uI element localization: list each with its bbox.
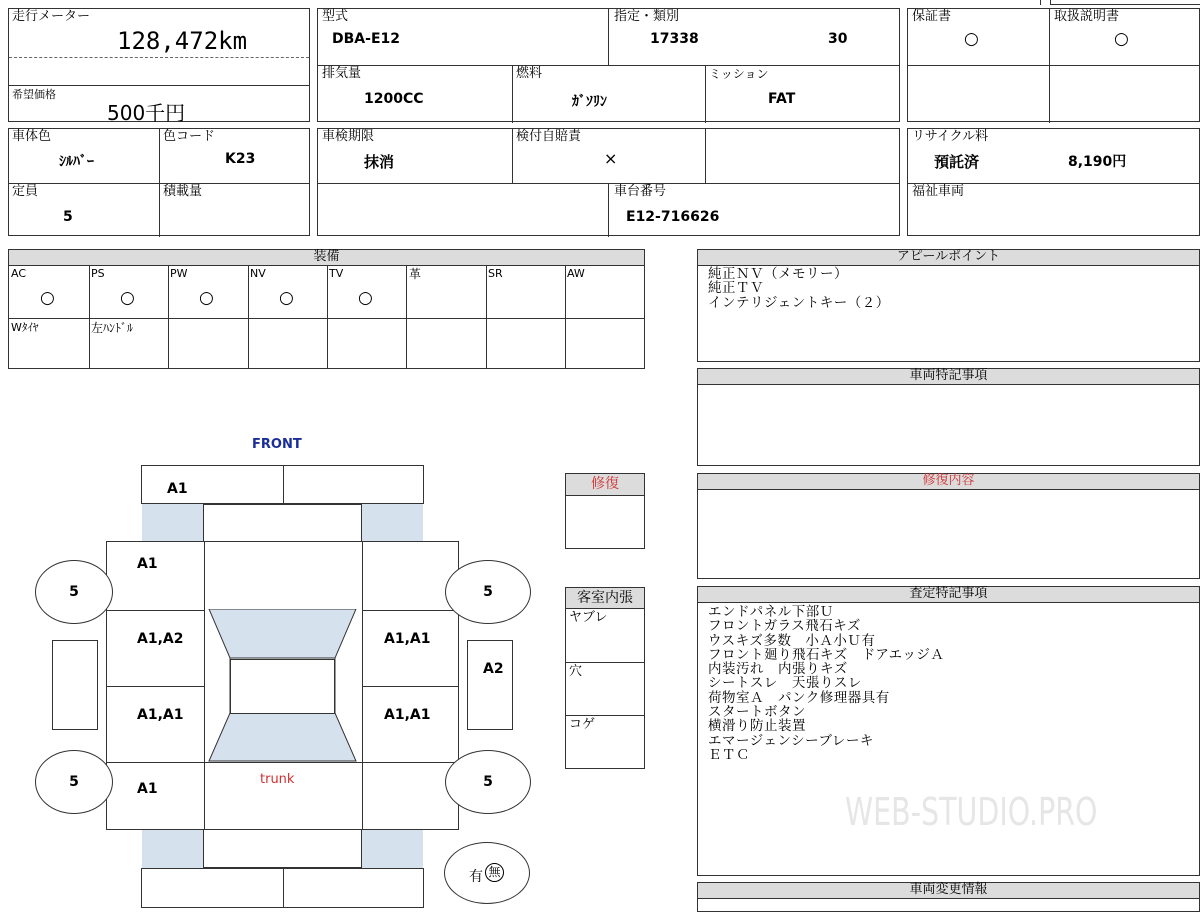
inspection-block	[317, 128, 900, 236]
warranty-block	[907, 8, 1200, 122]
insurance-label: 検付自賠責	[516, 129, 582, 144]
equip-pw-value: ○	[199, 288, 214, 308]
change-info-title: 車両変更情報	[698, 883, 1199, 899]
interior-item-tear: ヤブレ	[569, 610, 608, 625]
grade-right-rear-door: A1,A1	[384, 707, 431, 723]
load-label: 積載量	[163, 184, 203, 199]
fuel-value: ｶﾞｿﾘﾝ	[572, 94, 607, 110]
price-value: 500千円	[107, 101, 186, 125]
grade-right-front-door: A1,A1	[384, 631, 431, 647]
equip-pw-label: PW	[170, 267, 188, 280]
recycle-label: リサイクル料	[912, 129, 989, 144]
front-left-pillar-glass	[142, 504, 203, 541]
appeal-title: アピールポイント	[698, 250, 1199, 266]
equip-wtire-label: Wﾀｲﾔ	[11, 321, 39, 334]
tire-front-right: 5	[445, 560, 531, 624]
hood-panel	[203, 504, 362, 541]
front-right-pillar-glass	[362, 504, 423, 541]
interior-title: 客室内張	[566, 588, 644, 609]
equip-ps-value: ○	[120, 288, 135, 308]
appeal-panel	[697, 249, 1200, 362]
tire-front-left: 5	[35, 560, 113, 624]
odometer-label: 走行メーター	[12, 9, 91, 24]
interior-box	[565, 587, 645, 769]
rear-bumper-panel	[141, 868, 424, 908]
equip-sr-label: SR	[488, 267, 503, 280]
insurance-value: ×	[604, 149, 618, 168]
designation-value: 17338	[650, 31, 699, 47]
recycle-status: 預託済	[934, 153, 980, 171]
color-label: 車体色	[12, 129, 52, 144]
rear-panel	[203, 830, 362, 868]
equip-leather-label: 革	[409, 267, 422, 281]
designation-label: 指定・類別	[614, 9, 680, 24]
special-notes-title: 車両特記事項	[698, 369, 1199, 385]
assessment-title: 査定特記事項	[698, 587, 1199, 603]
recycle-amount: 8,190円	[1068, 154, 1127, 170]
tire-rear-left: 5	[35, 750, 113, 814]
equip-ac-value: ○	[40, 288, 55, 308]
grade-front-bumper: A1	[167, 481, 188, 497]
equip-tv-value: ○	[358, 288, 373, 308]
model-label: 型式	[322, 9, 349, 24]
recycle-block	[907, 128, 1200, 236]
roof-panel	[230, 659, 335, 714]
grade-left-quarter: A1	[137, 781, 158, 797]
equipment-table	[8, 249, 645, 369]
grade-left-front-door: A1,A2	[137, 631, 184, 647]
spare-yes-label: 有	[469, 869, 483, 885]
right-side-panel	[467, 640, 513, 730]
watermark-text: WEB-STUDIO.PRO	[845, 790, 1098, 834]
interior-item-hole: 穴	[569, 664, 583, 679]
left-side-panel	[52, 640, 98, 730]
repair-details-panel	[697, 473, 1200, 579]
appeal-text: 純正ＮＶ（メモリー） 純正ＴＶ インテリジェントキー（２）	[708, 266, 890, 311]
front-label: FRONT	[252, 437, 302, 452]
equip-ac-label: AC	[11, 267, 27, 280]
rear-right-pillar-glass	[362, 830, 423, 868]
capacity-label: 定員	[12, 184, 39, 199]
transmission-value: FAT	[768, 91, 796, 107]
assessment-text: エンドパネル下部Ｕ フロントガラス飛石キズ ウスキズ多数 小Ａ小Ｕ有 フロント廻り飛石キズ ドアエッジＡ 内装汚れ 内張りキズ シートスレ 天張りスレ 荷物室Ａ パンク修理器具有 スタートボタン 横滑り防止装置 エマージェンシーブレーキ ＥＴＣ	[708, 604, 945, 763]
equip-ps-label: PS	[91, 267, 105, 280]
transmission-label: ミッション	[709, 67, 769, 81]
chassis-label: 車台番号	[614, 184, 667, 199]
repair-title: 修復	[566, 474, 644, 496]
color-value: ｼﾙﾊﾞｰ	[59, 154, 94, 170]
car-diagram	[0, 430, 560, 900]
model-value: DBA-E12	[332, 31, 400, 47]
interior-item-burn: コゲ	[569, 717, 596, 732]
fuel-label: 燃料	[516, 66, 543, 81]
capacity-value: 5	[63, 209, 73, 225]
trunk-label: trunk	[260, 772, 295, 787]
grade-left-fender: A1	[137, 556, 158, 572]
grade-left-rear-door: A1,A1	[137, 707, 184, 723]
change-info-panel	[697, 882, 1200, 912]
grade-right-panel: A2	[483, 661, 504, 677]
spare-no-label: 無	[485, 863, 504, 882]
spare-tire-indicator	[444, 842, 530, 904]
equip-aw-label: AW	[567, 267, 585, 280]
equip-tv-label: TV	[329, 267, 344, 280]
equip-lhd-label: 左ﾊﾝﾄﾞﾙ	[91, 321, 134, 335]
displacement-label: 排気量	[322, 66, 362, 81]
warranty-value: ○	[964, 29, 979, 49]
price-label: 希望価格	[12, 88, 56, 101]
color-code-label: 色コード	[163, 129, 216, 144]
repair-box	[565, 473, 645, 549]
warranty-label: 保証書	[912, 9, 952, 24]
equipment-title: 装備	[9, 250, 644, 266]
repair-details-title: 修復内容	[698, 474, 1199, 490]
inspection-label: 車検期限	[322, 129, 375, 144]
equip-nv-label: NV	[250, 267, 266, 280]
equip-nv-value: ○	[279, 288, 294, 308]
special-notes-panel	[697, 368, 1200, 466]
manual-value: ○	[1114, 29, 1129, 49]
odometer-block	[8, 8, 310, 125]
odometer-value: 128,472km	[117, 27, 248, 55]
chassis-value: E12-716626	[626, 209, 720, 225]
category-value: 30	[828, 31, 848, 47]
color-code-value: K23	[225, 151, 256, 167]
welfare-label: 福祉車両	[912, 184, 965, 199]
manual-label: 取扱説明書	[1054, 9, 1120, 24]
color-block	[8, 128, 310, 236]
displacement-value: 1200CC	[364, 91, 424, 107]
tire-rear-right: 5	[445, 750, 531, 814]
model-block	[317, 8, 900, 122]
rear-left-pillar-glass	[142, 830, 203, 868]
inspection-value: 抹消	[364, 153, 395, 171]
